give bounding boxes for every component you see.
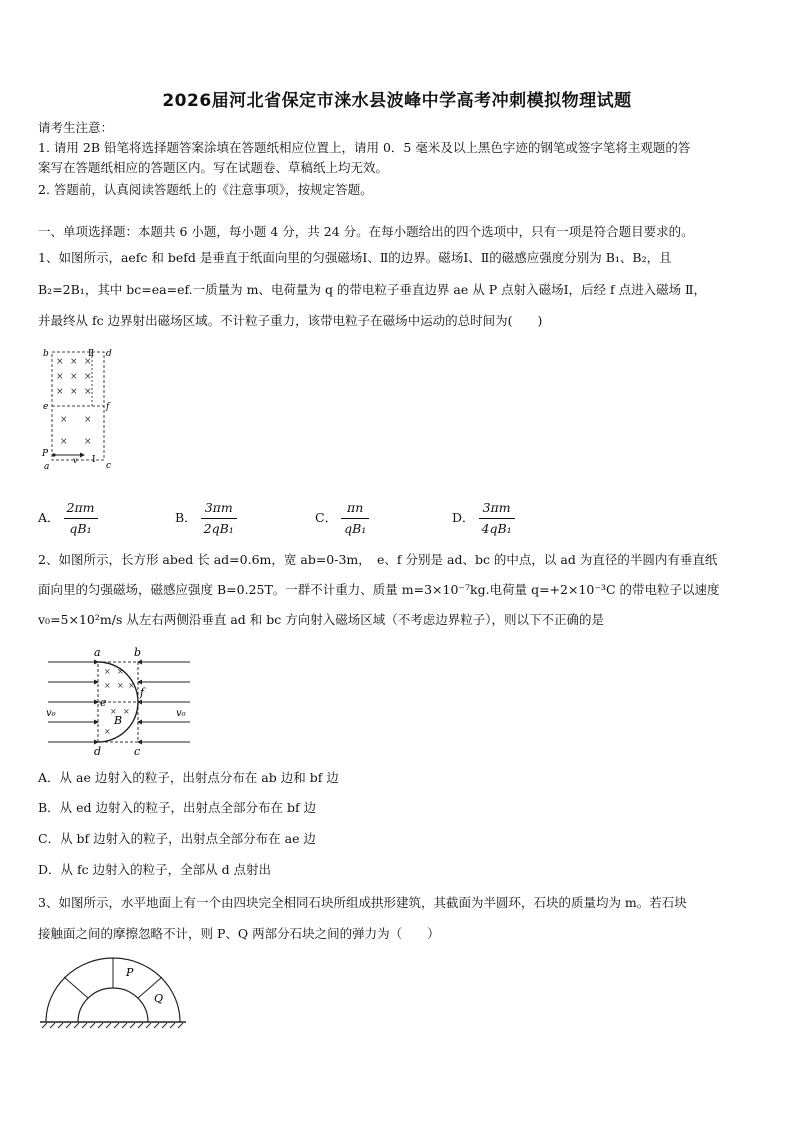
svg-text:×: ×	[84, 357, 92, 367]
q1-option-b-fraction: $\frac{3\pi m}{\text{2qB₁}}$	[201, 498, 237, 539]
q3-text-line-1: 3、如图所示，水平地面上有一个由四块完全相同石块所组成拱形建筑，其截面为半圆环，石块的质量均为 m。若石块	[38, 895, 687, 910]
q3-ground-hatching	[42, 1023, 183, 1028]
svg-text:×: ×	[110, 707, 117, 716]
q1-label-d: d	[106, 349, 112, 359]
svg-text:×: ×	[56, 387, 64, 397]
q2-text-line-2: 面向里的匀强磁场，磁感应强度 B=0.25T。一群不计重力、质量 m=3×10⁻⁷kg.电荷量 q=+2×10⁻³C 的带电粒子以速度	[38, 582, 720, 597]
q1-option-a	[38, 498, 98, 539]
svg-text:×: ×	[84, 415, 92, 425]
q1-option-c-fraction: $\frac{\pi n}{\text{qB₁}}$	[341, 498, 369, 539]
svg-text:×: ×	[117, 667, 124, 676]
q1-option-d	[452, 498, 515, 539]
q1-label-v: v	[73, 456, 78, 465]
q2-label-f: f	[140, 686, 145, 699]
q2-label-e: e	[100, 696, 107, 709]
svg-text:×: ×	[104, 667, 111, 676]
q1-label-e: e	[43, 402, 49, 412]
q1-text-line-2: B₂=2B₁，其中 bc=ea=ef.一质量为 m、电荷量为 q 的带电粒子垂直边界 ae 从 P 点射入磁场Ⅰ，后经 f 点进入磁场 Ⅱ，	[38, 282, 707, 297]
q2-option-a: A．从 ae 边射入的粒子，出射点分布在 ab 边和 bf 边	[38, 770, 339, 785]
q1-option-a-label: A．	[38, 510, 60, 525]
svg-text:×: ×	[56, 357, 64, 367]
q1-option-c-label: C．	[315, 510, 338, 525]
q2-option-d: D．从 fc 边射入的粒子，全部从 d 点射出	[38, 862, 272, 877]
q1-label-region-2: Ⅱ	[88, 349, 95, 359]
svg-text:×: ×	[128, 681, 135, 690]
svg-text:×: ×	[84, 372, 92, 382]
q1-magnetic-field-figure	[38, 344, 118, 472]
svg-text:×: ×	[60, 437, 68, 447]
q2-text-line-1: 2、如图所示，长方形 abed 长 ad=0.6m，宽 ab=0-3m， e、f 分别是 ad、bc 的中点，以 ad 为直径的半圆内有垂直纸	[38, 552, 718, 567]
q3-text-line-2: 接触面之间的摩擦忽略不计，则 P、Q 两部分石块之间的弹力为（ ）	[38, 926, 440, 941]
svg-text:×: ×	[60, 415, 68, 425]
q2-left-arrows	[48, 662, 94, 742]
q2-text-line-3: v₀=5×10²m/s 从左右两侧沿垂直 ad 和 bc 方向射入磁场区域（不考虑边界粒子），则以下不正确的是	[38, 612, 604, 627]
q1-label-P: P	[42, 449, 49, 459]
svg-text:×: ×	[104, 681, 111, 690]
svg-text:×: ×	[104, 727, 111, 736]
svg-text:×: ×	[70, 387, 78, 397]
q2-label-c: c	[134, 745, 141, 758]
notice-heading: 请考生注意：	[38, 120, 114, 135]
q1-option-d-label: D．	[452, 510, 475, 525]
notice-item-2: 2. 答题前，认真阅读答题纸上的《注意事项》，按规定答题。	[38, 182, 373, 197]
q1-field-crosses	[56, 357, 92, 447]
q2-option-b: B．从 ed 边射入的粒子，出射点全部分布在 bf 边	[38, 800, 317, 815]
q3-label-Q: Q	[154, 992, 164, 1005]
q1-option-b-label: B．	[175, 510, 197, 525]
q1-label-region-1: Ⅰ	[92, 455, 96, 465]
page-title: 2026届河北省保定市涞水县波峰中学高考冲刺模拟物理试题	[162, 91, 632, 111]
q1-label-f: f	[106, 402, 110, 412]
notice-item-1a: 1. 请用 2B 铅笔将选择题答案涂填在答题纸相应位置上，请用 0．5 毫米及以上黑色字迹的钢笔或签字笔将主观题的答	[38, 140, 691, 155]
svg-text:×: ×	[117, 681, 124, 690]
section-heading: 一、单项选择题：本题共 6 小题，每小题 4 分，共 24 分。在每小题给出的四个选项中，只有一项是符合题目要求的。	[38, 224, 694, 239]
q1-option-d-fraction: $\frac{3\pi m}{\text{4qB₁}}$	[479, 498, 515, 539]
svg-text:×: ×	[123, 707, 130, 716]
q2-label-a: a	[94, 646, 101, 659]
svg-text:×: ×	[84, 437, 92, 447]
svg-text:×: ×	[84, 387, 92, 397]
q2-label-b: b	[134, 646, 142, 659]
q2-option-c: C．从 bf 边射入的粒子，出射点全部分布在 ae 边	[38, 831, 316, 846]
svg-text:×: ×	[70, 372, 78, 382]
q1-option-a-fraction: $\frac{2\pi m}{\text{qB₁}}$	[64, 498, 98, 539]
q2-label-B: B	[114, 714, 123, 727]
svg-text:×: ×	[70, 357, 78, 367]
q2-label-v0-left: v₀	[46, 708, 56, 719]
svg-text:×: ×	[56, 372, 64, 382]
q1-text-line-3: 并最终从 fc 边界射出磁场区域。不计粒子重力，该带电粒子在磁场中运动的总时间为( )	[38, 313, 543, 328]
q1-label-b: b	[43, 349, 49, 359]
q1-label-c: c	[106, 461, 112, 471]
q1-option-c	[315, 498, 369, 539]
q3-stone-arch-figure	[38, 952, 188, 1030]
q1-text-line-1: 1、如图所示，aefc 和 befd 是垂直于纸面向里的匀强磁场Ⅰ、Ⅱ的边界。磁场Ⅰ、Ⅱ的磁感应强度分别为 B₁、B₂，且	[38, 250, 672, 265]
q3-label-P: P	[126, 966, 134, 979]
q2-label-v0-right: v₀	[176, 708, 186, 719]
q2-right-arrows	[142, 662, 190, 742]
notice-item-1b: 案写在答题纸相应的答题区内。写在试题卷、草稿纸上均无效。	[38, 160, 389, 175]
q1-option-b	[175, 498, 237, 539]
q2-label-d: d	[94, 745, 102, 758]
q2-magnetic-field-figure	[44, 644, 194, 760]
q1-label-a: a	[44, 462, 50, 472]
